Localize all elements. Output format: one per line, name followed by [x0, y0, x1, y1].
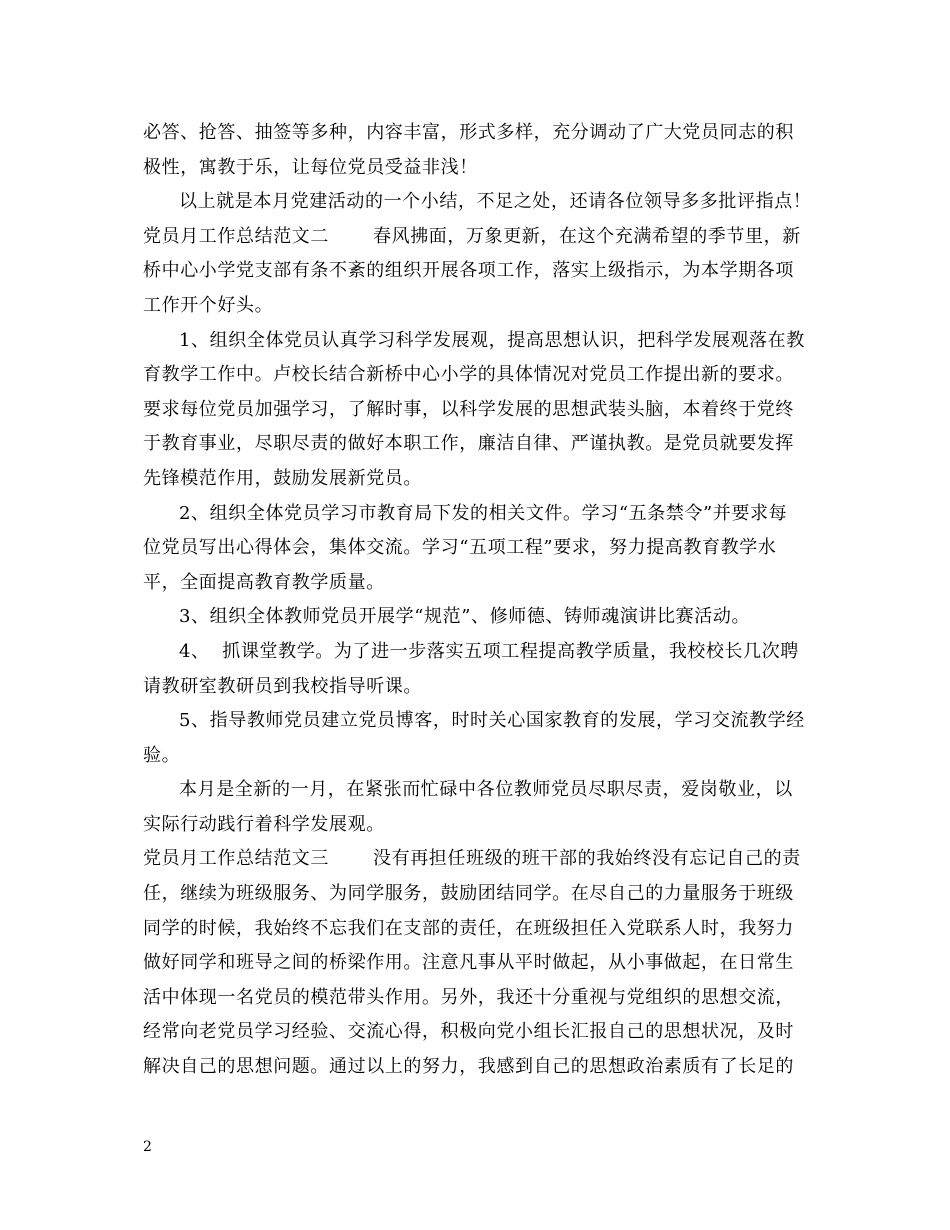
text-line: 要求每位党员加强学习，了解时事，以科学发展的思想武装头脑，本着终于党终 [143, 398, 794, 420]
page-number: 2 [143, 1139, 152, 1155]
text-line: 平，全面提高教育教学质量。 [143, 571, 385, 593]
text-line: 活中体现一名党员的模范带头作用。另外，我还十分重视与党组织的思想交流， [143, 986, 794, 1008]
text-line: 春风拂面，万象更新，在这个充满希望的季节里，新 [373, 225, 801, 247]
section-heading: 党员月工作总结范文三 [143, 848, 329, 870]
text-line: 以上就是本月党建活动的一个小结，不足之处，还请各位领导多多批评指点！ [179, 191, 812, 213]
text-line: 必答、抢答、抽签等多种，内容丰富，形式多样，充分调动了广大党员同志的积 [143, 122, 794, 143]
text-line: 育教学工作中。卢校长结合新桥中心小学的具体情况对党员工作提出新的要求。 [143, 364, 794, 386]
text-line: 4、 抓课堂教学。为了进一步落实五项工程提高教学质量，我校校长几次聘 [179, 640, 799, 662]
text-line: 工作开个好头。 [143, 294, 274, 316]
text-line: 同学的时候，我始终不忘我们在支部的责任，在班级担任入党联系人时，我努力 [143, 917, 794, 939]
text-line: 没有再担任班级的班干部的我始终没有忘记自己的责 [373, 848, 801, 870]
text-line: 先锋模范作用，鼓励发展新党员。 [143, 467, 422, 489]
text-line: 极性，寓教于乐，让每位党员受益非浅！ [143, 156, 478, 178]
text-line: 请教研室教研员到我校指导听课。 [143, 675, 422, 697]
document-body [143, 116, 813, 1085]
text-line: 经常向老党员学习经验、交流心得，积极向党小组长汇报自己的思想状况，及时 [143, 1021, 794, 1043]
text-line: 5、指导教师党员建立党员博客，时时关心国家教育的发展，学习交流教学经 [179, 710, 805, 732]
text-line: 本月是全新的一月，在紧张而忙碌中各位教师党员尽职尽责，爱岗敬业，以 [179, 779, 793, 801]
text-line: 1、组织全体党员认真学习科学发展观，提高思想认识，把科学发展观落在教 [179, 329, 805, 351]
text-line: 桥中心小学党支部有条不紊的组织开展各项工作，落实上级指示，为本学期各项 [143, 260, 794, 282]
text-line: 做好同学和班导之间的桥梁作用。注意凡事从平时做起，从小事做起，在日常生 [143, 952, 794, 974]
section-heading: 党员月工作总结范文二 [143, 225, 329, 247]
text-line: 2、组织全体党员学习市教育局下发的相关文件。学习“五条禁令”并要求每 [179, 502, 788, 524]
text-line: 任，继续为班级服务、为同学服务，鼓励团结同学。在尽自己的力量服务于班级 [143, 883, 794, 905]
section-heading-line [143, 220, 813, 255]
text-line: 3、组织全体教师党员开展学“规范”、修师德、铸师魂演讲比赛活动。 [179, 606, 751, 628]
text-line: 验。 [143, 744, 181, 766]
section-heading-line [143, 842, 813, 877]
text-line: 解决自己的思想问题。通过以上的努力，我感到自己的思想政治素质有了长足的 [143, 1056, 794, 1078]
text-line: 实际行动践行着科学发展观。 [143, 813, 385, 835]
text-line: 位党员写出心得体会，集体交流。学习“五项工程”要求，努力提高教育教学水 [143, 537, 777, 559]
text-line: 于教育事业，尽职尽责的做好本职工作，廉洁自律、严谨执教。是党员就要发挥 [143, 433, 794, 455]
